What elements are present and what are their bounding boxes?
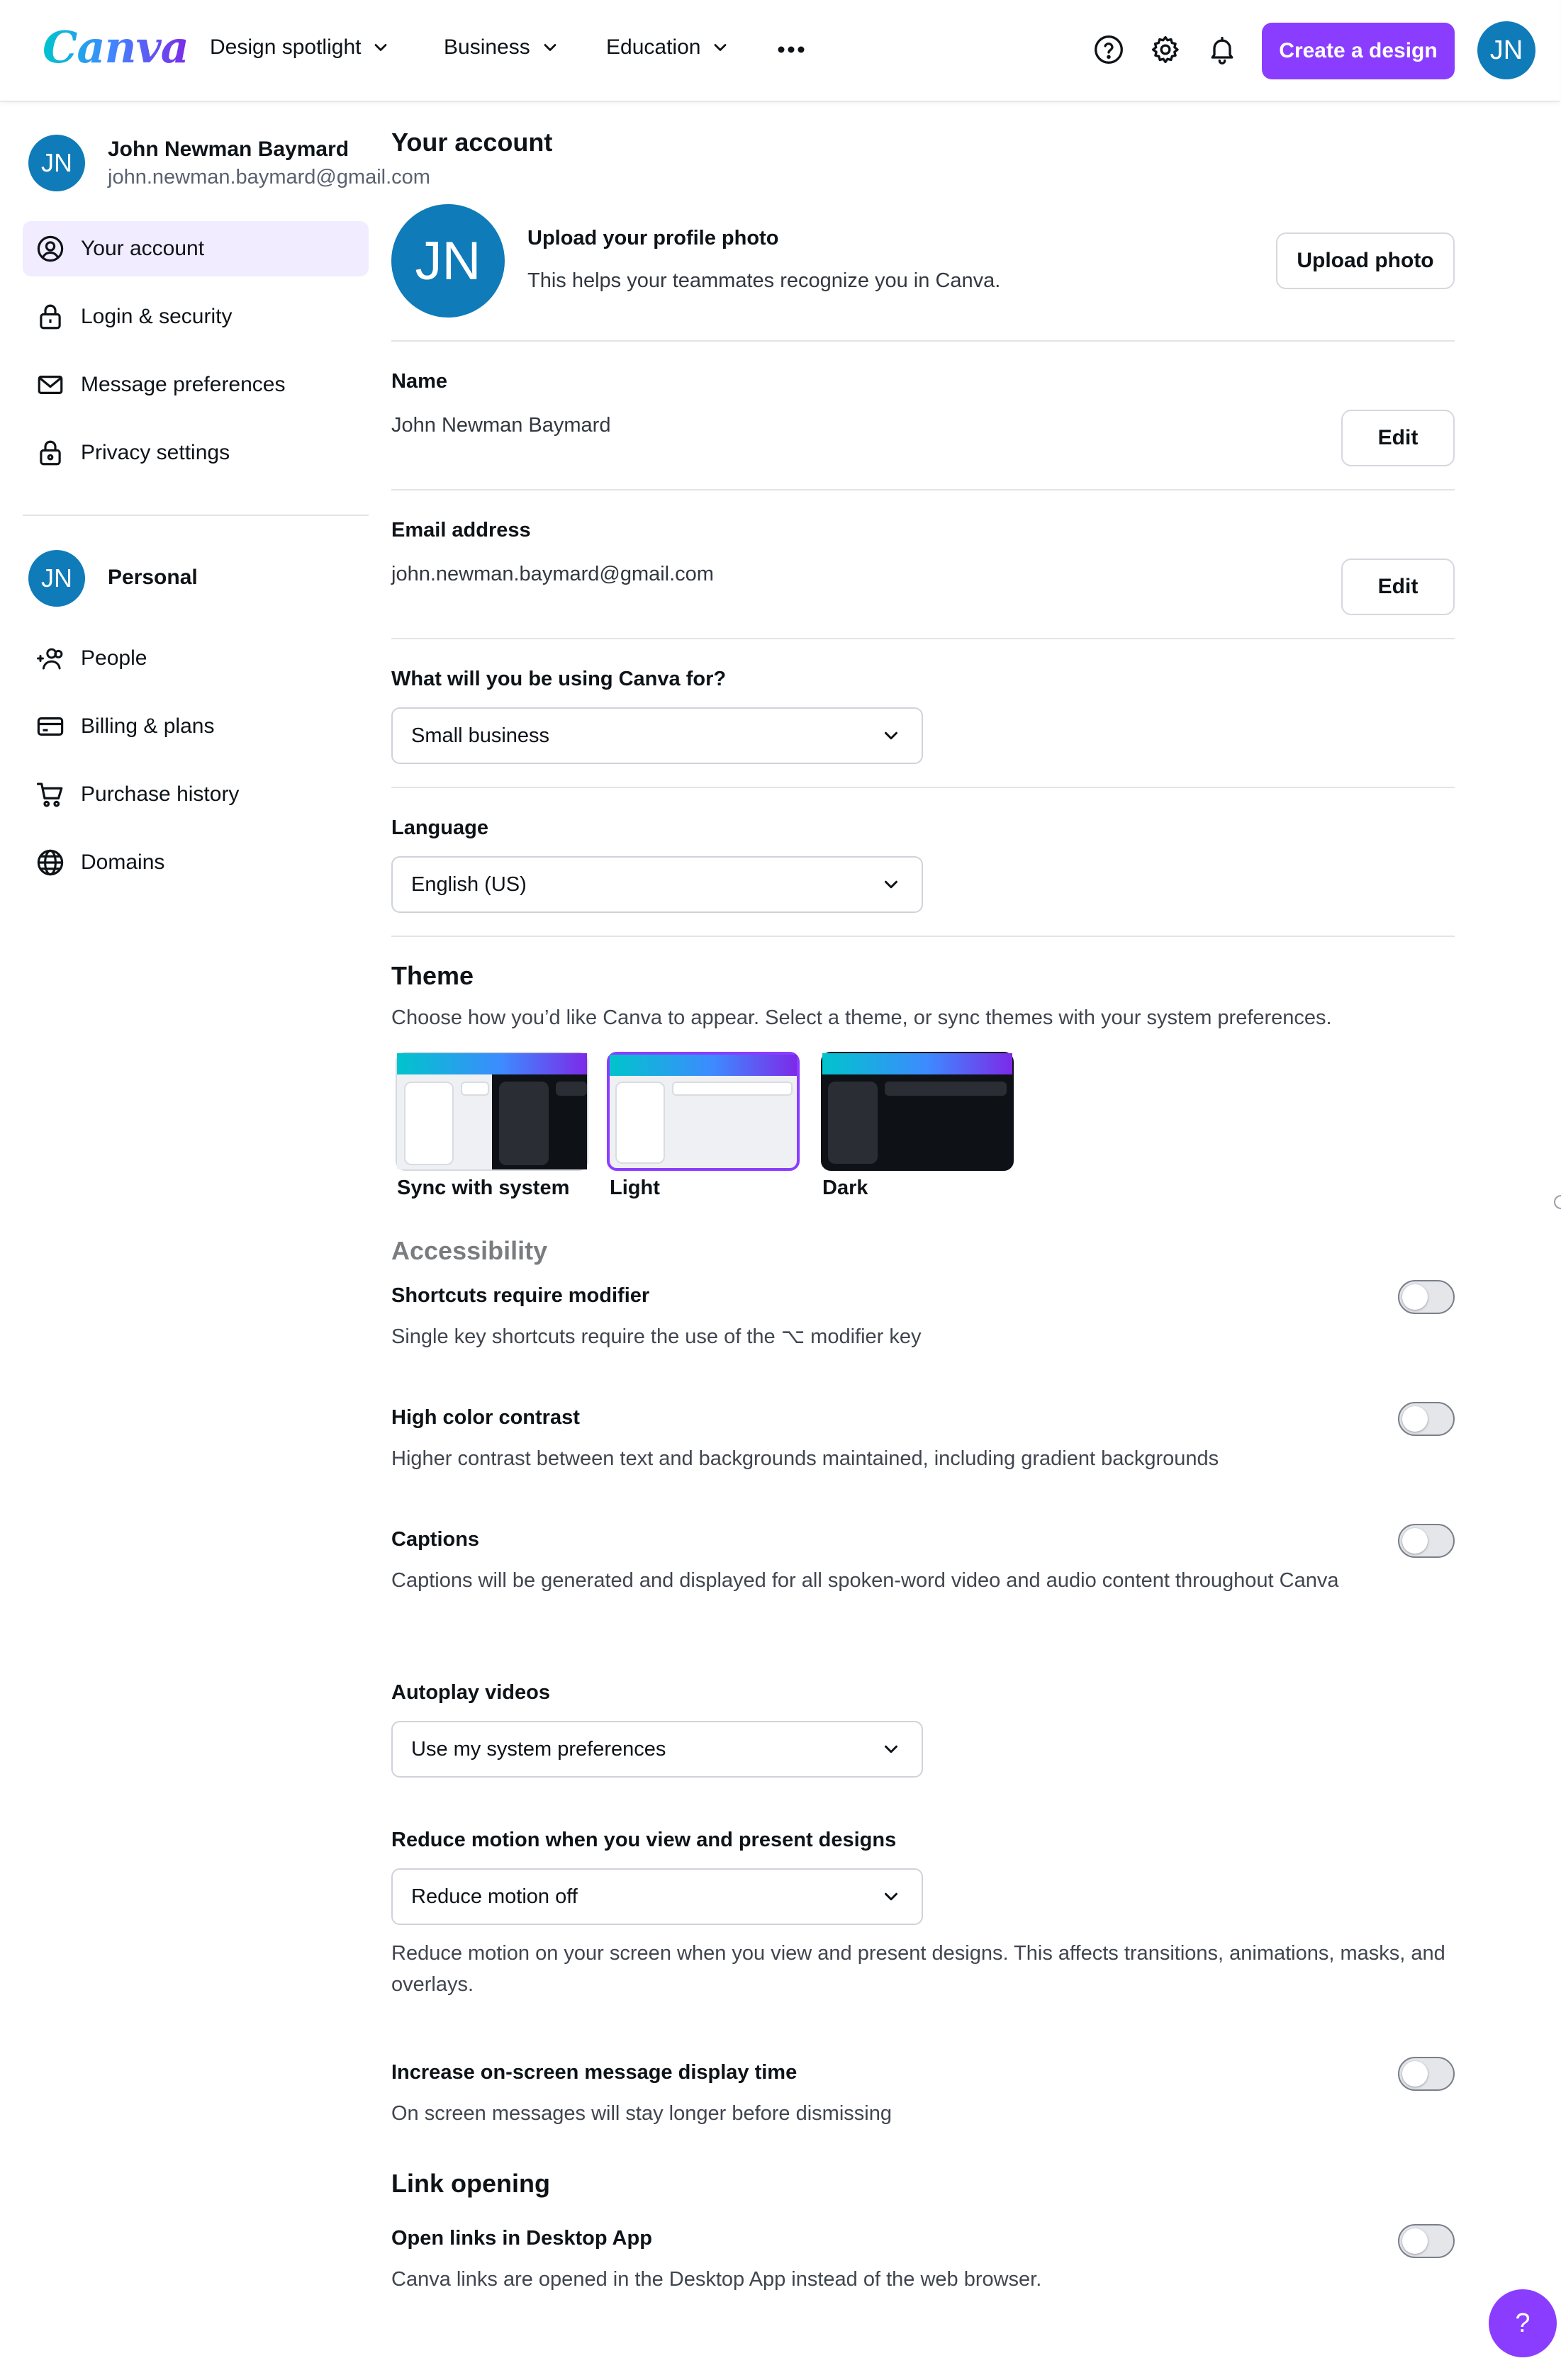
autoplay-select-value: Use my system preferences (411, 1737, 666, 1761)
people-add-icon (35, 644, 65, 673)
sidebar-item-purchase-history[interactable] (23, 767, 369, 822)
sidebar-item-label: Privacy settings (81, 441, 230, 464)
chevron-down-icon (880, 874, 902, 895)
accessibility-title: Accessibility (391, 1236, 548, 1265)
preview-panel (499, 1082, 549, 1165)
shortcuts-description: Single key shortcuts require the use of the ⌥ modifier key (391, 1325, 922, 1348)
captions-description: Captions will be generated and displayed for all spoken-word video and audio content throughout Canva (391, 1569, 1339, 1592)
scroll-indicator (1554, 1195, 1561, 1209)
chevron-down-icon (880, 1739, 902, 1760)
usage-label: What will you be using Canva for? (391, 668, 727, 690)
sidebar-item-message-preferences[interactable] (23, 357, 369, 412)
canva-logo[interactable]: Canva (43, 21, 189, 73)
theme-header-gradient (610, 1055, 797, 1076)
message-time-label: Increase on-screen message display time (391, 2061, 798, 2084)
sidebar-item-people[interactable] (23, 631, 369, 686)
divider (391, 936, 1455, 937)
preview-panel (615, 1082, 665, 1164)
more-horizontal-icon[interactable] (773, 31, 810, 68)
sidebar-item-your-account[interactable] (23, 221, 369, 276)
theme-option-label: Dark (822, 1177, 868, 1199)
preview-bar (461, 1082, 489, 1096)
shortcuts-toggle[interactable] (1398, 1280, 1455, 1314)
divider (391, 489, 1455, 490)
email-value: john.newman.baymard@gmail.com (391, 563, 714, 585)
chevron-down-icon (371, 38, 391, 57)
theme-header-gradient (397, 1053, 587, 1074)
chevron-down-icon (710, 38, 730, 57)
chevron-down-icon (540, 38, 560, 57)
divider (391, 340, 1455, 342)
nav-education[interactable] (606, 35, 730, 60)
message-time-description: On screen messages will stay longer before dismissing (391, 2102, 892, 2125)
edit-email-button[interactable]: Edit (1341, 558, 1455, 615)
usage-select-value: Small business (411, 724, 550, 747)
user-name: John Newman Baymard (108, 137, 349, 161)
sidebar-divider (23, 515, 369, 516)
contrast-toggle[interactable] (1398, 1402, 1455, 1436)
edit-name-button[interactable]: Edit (1341, 410, 1455, 466)
chevron-down-icon (880, 725, 902, 746)
language-select[interactable] (391, 856, 923, 913)
credit-card-icon (35, 712, 65, 741)
top-navigation-bar (0, 0, 1560, 102)
nav-label: Design spotlight (210, 35, 362, 59)
team-name: Personal (108, 566, 198, 589)
theme-description: Choose how you’d like Canva to appear. Select a theme, or sync themes with your system preferences. (391, 1006, 1332, 1029)
language-label: Language (391, 816, 488, 839)
theme-option-dark[interactable] (821, 1052, 1014, 1171)
link-opening-title: Link opening (391, 2169, 550, 2198)
sidebar-item-domains[interactable] (23, 835, 369, 890)
user-circle-icon (35, 234, 65, 264)
bell-icon[interactable] (1205, 33, 1239, 67)
preview-panel (828, 1082, 878, 1164)
sidebar-item-label: Billing & plans (81, 714, 215, 738)
usage-select[interactable] (391, 707, 923, 764)
email-label: Email address (391, 519, 531, 541)
upload-photo-button[interactable]: Upload photo (1276, 232, 1455, 289)
name-label: Name (391, 370, 447, 393)
help-button[interactable]: ? (1489, 2289, 1557, 2357)
contrast-description: Higher contrast between text and backgrounds maintained, including gradient backgrounds (391, 1447, 1219, 1470)
sidebar-item-billing-plans[interactable] (23, 699, 369, 754)
motion-description: Reduce motion on your screen when you view and present designs. This affects transitions, animations, masks, and overlays. (391, 1942, 1445, 1996)
avatar[interactable]: JN (1477, 21, 1535, 79)
theme-option-label: Light (610, 1177, 660, 1199)
sidebar-item-label: Your account (81, 237, 205, 260)
captions-label: Captions (391, 1528, 480, 1551)
sidebar-item-label: Message preferences (81, 373, 286, 396)
theme-option-sync[interactable] (396, 1052, 588, 1171)
preview-bar (556, 1082, 587, 1096)
create-design-button[interactable]: Create a design (1262, 23, 1455, 79)
message-time-toggle[interactable] (1398, 2057, 1455, 2091)
nav-business[interactable] (444, 35, 560, 60)
nav-label: Education (606, 35, 701, 59)
theme-option-label: Sync with system (397, 1177, 570, 1199)
user-summary (28, 135, 430, 203)
theme-title: Theme (391, 961, 474, 990)
theme-header-gradient (822, 1053, 1012, 1074)
privacy-lock-icon (35, 438, 65, 468)
user-email: john.newman.baymard@gmail.com (108, 166, 430, 189)
envelope-icon (35, 370, 65, 400)
preview-panel (404, 1082, 454, 1165)
avatar: JN (28, 135, 85, 191)
sidebar-item-label: Login & security (81, 305, 233, 328)
sidebar-item-privacy-settings[interactable] (23, 425, 369, 481)
profile-photo-heading: Upload your profile photo (527, 227, 779, 249)
desktop-app-description: Canva links are opened in the Desktop App instead of the web browser. (391, 2268, 1042, 2291)
autoplay-select[interactable] (391, 1721, 923, 1778)
motion-select[interactable] (391, 1868, 923, 1925)
cart-icon (35, 780, 65, 809)
motion-select-value: Reduce motion off (411, 1885, 578, 1908)
sidebar-item-label: Purchase history (81, 782, 240, 806)
lock-icon (35, 302, 65, 332)
preview-bar (885, 1082, 1007, 1096)
desktop-app-toggle[interactable] (1398, 2224, 1455, 2258)
sidebar-item-label: People (81, 646, 147, 670)
divider (391, 638, 1455, 639)
captions-toggle[interactable] (1398, 1524, 1455, 1558)
globe-icon (35, 848, 65, 877)
sidebar-item-login-security[interactable] (23, 289, 369, 344)
sidebar-item-label: Domains (81, 851, 165, 874)
name-value: John Newman Baymard (391, 414, 611, 437)
nav-label: Business (444, 35, 530, 59)
page-title: Your account (391, 128, 553, 157)
language-select-value: English (US) (411, 872, 527, 896)
profile-avatar: JN (391, 204, 505, 318)
nav-design-spotlight[interactable] (210, 35, 391, 60)
avatar: JN (28, 550, 85, 607)
preview-bar (672, 1082, 793, 1096)
profile-photo-description: This helps your teammates recognize you in Canva. (527, 269, 1001, 292)
chevron-down-icon (880, 1886, 902, 1907)
theme-option-light[interactable] (607, 1052, 800, 1171)
motion-label: Reduce motion when you view and present designs (391, 1829, 897, 1851)
divider (391, 787, 1455, 788)
autoplay-label: Autoplay videos (391, 1681, 550, 1704)
shortcuts-label: Shortcuts require modifier (391, 1284, 650, 1307)
help-circle-icon[interactable] (1092, 33, 1126, 67)
desktop-app-label: Open links in Desktop App (391, 2227, 652, 2250)
gear-icon[interactable] (1148, 33, 1182, 67)
contrast-label: High color contrast (391, 1406, 580, 1429)
